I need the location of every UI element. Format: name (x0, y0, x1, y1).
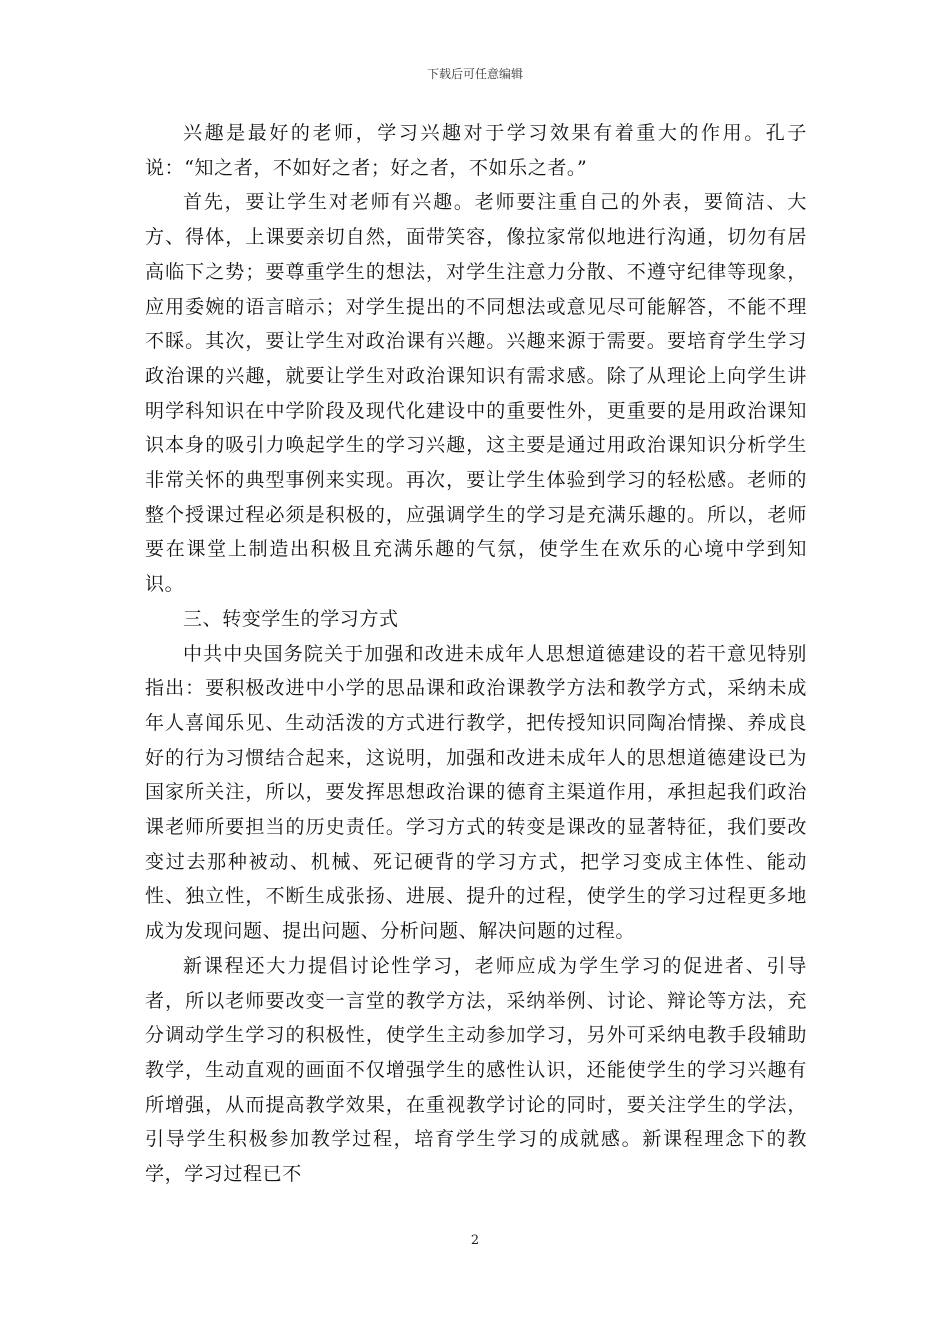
page-number: 2 (470, 1233, 480, 1248)
paragraph-central-opinion: 中共中央国务院关于加强和改进未成年人思想道德建设的若干意见特别指出：要积极改进中小学的思品课和政治课教学方法和教学方式，采纳未成年人喜闻乐见、生动活泼的方式进行教学，把传授知识同陶冶情操、养成良好的行为习惯结合起来，这说明，加强和改进未成年人的思想道德建设已为国家所关注，所以，要发挥思想政治课的德育主渠道作用，承担起我们政治课老师所要担当的历史责任。学习方式的转变是课改的显著特征，我们要改变过去那种被动、机械、死记硬背的学习方式，把学习变成主体性、能动性、独立性，不断生成张扬、进展、提升的过程，使学生的学习过程更多地成为发现问题、提出问题、分析问题、解决问题的过程。 (145, 642, 807, 943)
document-body (145, 116, 807, 1192)
paragraph-interest-intro: 兴趣是最好的老师，学习兴趣对于学习效果有着重大的作用。孔子说：“知之者，不如好之者；好之者，不如乐之者。” (145, 122, 807, 179)
paragraph-new-curriculum: 新课程还大力提倡讨论性学习，老师应成为学生学习的促进者、引导者，所以老师要改变一言堂的教学方法，采纳举例、讨论、辩论等方法，充分调动学生学习的积极性，使学生主动参加学习，另外可采纳电教手段辅助教学，生动直观的画面不仅增强学生的感性认识，还能使学生的学习兴趣有所增强，从而提高教学效果，在重视教学讨论的同时，要关注学生的学法，引导学生积极参加教学过程，培育学生学习的成就感。新课程理念下的教学，学习过程已不 (145, 954, 807, 1186)
paragraph-first-second-third: 首先，要让学生对老师有兴趣。老师要注重自己的外表，要简洁、大方、得体，上课要亲切自然，面带笑容，像拉家常似地进行沟通，切勿有居高临下之势；要尊重学生的想法，对学生注意力分散、不遵守纪律等现象，应用委婉的语言暗示；对学生提出的不同想法或意见尽可能解答，不能不理不睬。其次，要让学生对政治课有兴趣。兴趣来源于需要。要培育学生学习政治课的兴趣，就要让学生对政治课知识有需求感。除了从理论上向学生讲明学科知识在中学阶段及现代化建设中的重要性外，更重要的是用政治课知识本身的吸引力唤起学生的学习兴趣，这主要是通过用政治课知识分析学生非常关怀的典型事例来实现。再次，要让学生体验到学习的轻松感。老师的整个授课过程必须是积极的，应强调学生的学习是充满乐趣的。所以，老师要在课堂上制造出积极且充满乐趣的气氛，使学生在欢乐的心境中学到知识。 (145, 191, 807, 596)
section-heading-learning-style: 三、转变学生的学习方式 (183, 607, 399, 630)
page-header: 下载后可任意编辑 (426, 67, 523, 81)
